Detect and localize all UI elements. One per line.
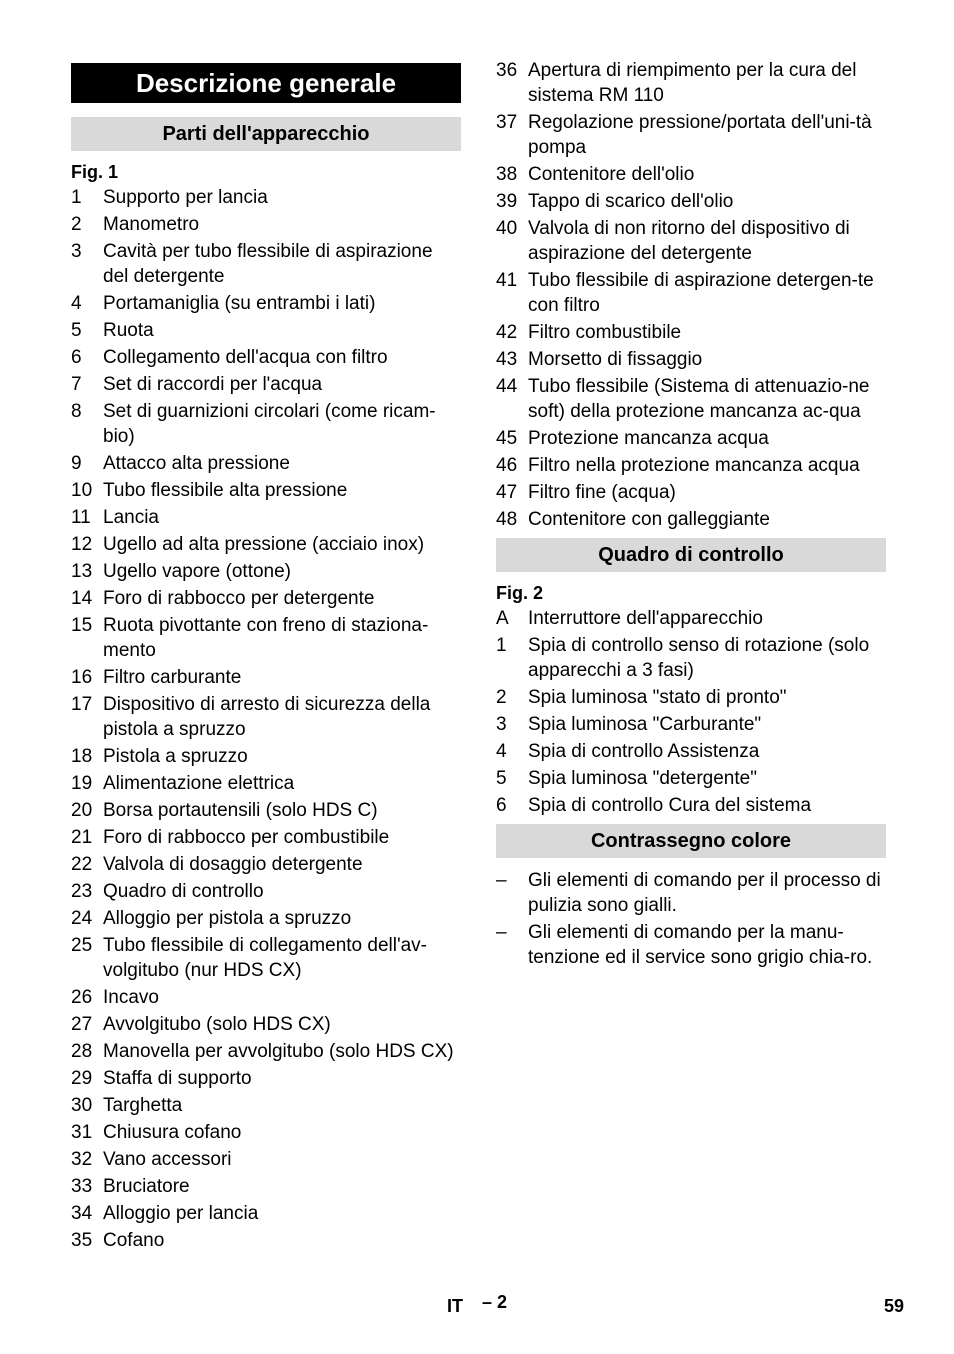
item-number: 45 <box>496 428 518 449</box>
item-text: Alimentazione elettrica <box>103 773 295 794</box>
item-text: Spia di controllo senso di rotazione (solo apparecchi a 3 fasi) <box>528 635 870 681</box>
item-number: – <box>496 922 507 943</box>
item-text: Dispositivo di arresto di sicurezza della pistola a spruzzo <box>103 694 431 740</box>
item-text: Filtro carburante <box>103 667 242 688</box>
item-number: 13 <box>71 561 93 582</box>
item-text: Foro di rabbocco per combustibile <box>103 827 390 848</box>
list-item <box>71 372 461 397</box>
item-text: Tubo flessibile (Sistema di attenuazio-ne soft) della protezione mancanza ac-qua <box>528 376 870 422</box>
list-item <box>71 798 461 823</box>
list-item <box>496 426 886 451</box>
list-item <box>71 185 461 210</box>
item-number: 34 <box>71 1203 93 1224</box>
list-item <box>71 1120 461 1145</box>
item-number: 21 <box>71 827 93 848</box>
item-number: – <box>496 870 507 891</box>
item-number: 37 <box>496 112 518 133</box>
section-heading-color: Contrassegno colore <box>496 824 886 858</box>
item-text: Portamaniglia (su entrambi i lati) <box>103 293 376 314</box>
list-item <box>496 189 886 214</box>
item-number: 6 <box>496 795 507 816</box>
list-item <box>496 633 886 683</box>
item-text: Ruota pivottante con freno di staziona-mento <box>103 615 429 661</box>
item-number: 32 <box>71 1149 93 1170</box>
list-item <box>71 906 461 931</box>
item-text: Targhetta <box>103 1095 183 1116</box>
item-number: 31 <box>71 1122 93 1143</box>
list-item <box>71 532 461 557</box>
item-number: 47 <box>496 482 518 503</box>
list-item <box>496 766 886 791</box>
list-item <box>71 345 461 370</box>
item-number: 29 <box>71 1068 93 1089</box>
footer-subpage: – 2 <box>482 1292 508 1312</box>
item-number: 35 <box>71 1230 93 1251</box>
list-item <box>71 586 461 611</box>
item-text: Gli elementi di comando per la manu-tenzione ed il service sono grigio chia-ro. <box>528 922 873 968</box>
item-number: 44 <box>496 376 518 397</box>
list-item <box>71 318 461 343</box>
item-text: Spia luminosa "Carburante" <box>528 714 762 735</box>
item-text: Lancia <box>103 507 159 528</box>
list-item <box>496 868 886 918</box>
item-text: Contenitore con galleggiante <box>528 509 770 530</box>
item-number: 2 <box>71 214 82 235</box>
item-number: 17 <box>71 694 93 715</box>
list-item <box>71 291 461 316</box>
item-text: Borsa portautensili (solo HDS C) <box>103 800 378 821</box>
item-number: 9 <box>71 453 82 474</box>
item-text: Cavità per tubo flessibile di aspirazione del detergente <box>103 241 433 287</box>
list-item <box>496 685 886 710</box>
fig-label-1: Fig. 1 <box>71 162 119 182</box>
item-text: Staffa di supporto <box>103 1068 252 1089</box>
list-item <box>71 478 461 503</box>
list-item <box>496 507 886 532</box>
list-item <box>496 110 886 160</box>
item-text: Apertura di riempimento per la cura del sistema RM 110 <box>528 60 857 106</box>
item-text: Avvolgitubo (solo HDS CX) <box>103 1014 331 1035</box>
list-item <box>71 559 461 584</box>
list-item <box>71 1012 461 1037</box>
item-text: Manometro <box>103 214 200 235</box>
item-number: 19 <box>71 773 93 794</box>
item-number: 43 <box>496 349 518 370</box>
item-text: Filtro combustibile <box>528 322 682 343</box>
page-title: Descrizione generale <box>71 63 461 103</box>
parts-list-left <box>71 185 461 1253</box>
item-text: Contenitore dell'olio <box>528 164 695 185</box>
list-item <box>496 712 886 737</box>
list-item <box>71 1066 461 1091</box>
item-number: 33 <box>71 1176 93 1197</box>
item-text: Ugello ad alta pressione (acciaio inox) <box>103 534 425 555</box>
item-text: Spia luminosa "stato di pronto" <box>528 687 787 708</box>
item-number: A <box>496 608 509 629</box>
list-item <box>71 665 461 690</box>
list-item <box>496 268 886 318</box>
item-number: 5 <box>71 320 82 341</box>
item-number: 40 <box>496 218 518 239</box>
list-item <box>71 1228 461 1253</box>
item-number: 46 <box>496 455 518 476</box>
item-text: Interruttore dell'apparecchio <box>528 608 763 629</box>
item-number: 3 <box>71 241 82 262</box>
item-number: 25 <box>71 935 93 956</box>
item-text: Bruciatore <box>103 1176 190 1197</box>
item-number: 30 <box>71 1095 93 1116</box>
list-item <box>496 216 886 266</box>
item-text: Regolazione pressione/portata dell'uni-tà pompa <box>528 112 872 158</box>
item-number: 10 <box>71 480 93 501</box>
item-number: 38 <box>496 164 518 185</box>
list-item <box>496 739 886 764</box>
item-number: 28 <box>71 1041 93 1062</box>
item-text: Alloggio per pistola a spruzzo <box>103 908 352 929</box>
list-item <box>496 58 886 108</box>
parts-list-right <box>496 58 886 532</box>
section-heading-parts: Parti dell'apparecchio <box>71 117 461 151</box>
footer-language: IT <box>447 1296 463 1316</box>
list-item <box>71 879 461 904</box>
item-number: 2 <box>496 687 507 708</box>
item-number: 14 <box>71 588 93 609</box>
list-item <box>71 933 461 983</box>
list-item <box>496 920 886 970</box>
item-text: Ugello vapore (ottone) <box>103 561 291 582</box>
item-text: Ruota <box>103 320 154 341</box>
item-text: Vano accessori <box>103 1149 232 1170</box>
item-text: Filtro nella protezione mancanza acqua <box>528 455 860 476</box>
list-item <box>496 374 886 424</box>
item-text: Supporto per lancia <box>103 187 268 208</box>
item-text: Spia luminosa "detergente" <box>528 768 757 789</box>
item-number: 5 <box>496 768 507 789</box>
item-number: 20 <box>71 800 93 821</box>
item-text: Manovella per avvolgitubo (solo HDS CX) <box>103 1041 454 1062</box>
item-number: 41 <box>496 270 518 291</box>
item-number: 1 <box>71 187 82 208</box>
section-heading-control: Quadro di controllo <box>496 538 886 572</box>
item-text: Set di raccordi per l'acqua <box>103 374 323 395</box>
list-item <box>71 505 461 530</box>
item-text: Valvola di dosaggio detergente <box>103 854 363 875</box>
item-number: 23 <box>71 881 93 902</box>
list-item <box>71 985 461 1010</box>
item-number: 1 <box>496 635 507 656</box>
item-number: 11 <box>71 507 91 528</box>
list-item <box>71 744 461 769</box>
item-number: 4 <box>496 741 507 762</box>
list-item <box>496 162 886 187</box>
item-text: Spia di controllo Assistenza <box>528 741 760 762</box>
item-number: 24 <box>71 908 93 929</box>
right-column <box>496 58 886 972</box>
list-item <box>71 399 461 449</box>
list-item <box>71 825 461 850</box>
control-list <box>496 606 886 818</box>
list-item <box>71 1201 461 1226</box>
item-number: 42 <box>496 322 518 343</box>
item-text: Valvola di non ritorno del dispositivo di aspirazione del detergente <box>528 218 850 264</box>
item-number: 4 <box>71 293 82 314</box>
list-item <box>71 692 461 742</box>
item-text: Pistola a spruzzo <box>103 746 248 767</box>
list-item <box>71 771 461 796</box>
item-text: Tubo flessibile di aspirazione detergen-te con filtro <box>528 270 874 316</box>
item-text: Spia di controllo Cura del sistema <box>528 795 812 816</box>
list-item <box>71 212 461 237</box>
item-text: Incavo <box>103 987 159 1008</box>
item-number: 3 <box>496 714 507 735</box>
item-text: Foro di rabbocco per detergente <box>103 588 375 609</box>
item-number: 18 <box>71 746 93 767</box>
item-text: Tubo flessibile di collegamento dell'av-volgitubo (nur HDS CX) <box>103 935 427 981</box>
item-text: Chiusura cofano <box>103 1122 242 1143</box>
item-number: 39 <box>496 191 518 212</box>
item-number: 8 <box>71 401 82 422</box>
color-list <box>496 868 886 970</box>
item-text: Filtro fine (acqua) <box>528 482 676 503</box>
item-text: Tubo flessibile alta pressione <box>103 480 348 501</box>
item-number: 16 <box>71 667 93 688</box>
list-item <box>71 1147 461 1172</box>
list-item <box>496 320 886 345</box>
item-number: 36 <box>496 60 518 81</box>
left-column <box>71 63 461 1255</box>
item-text: Alloggio per lancia <box>103 1203 259 1224</box>
item-text: Tappo di scarico dell'olio <box>528 191 734 212</box>
item-text: Gli elementi di comando per il processo di pulizia sono gialli. <box>528 870 881 916</box>
list-item <box>71 239 461 289</box>
item-number: 22 <box>71 854 93 875</box>
item-number: 26 <box>71 987 93 1008</box>
list-item <box>496 793 886 818</box>
list-item <box>496 347 886 372</box>
fig-label-2: Fig. 2 <box>496 583 544 603</box>
list-item <box>71 1039 461 1064</box>
item-number: 27 <box>71 1014 93 1035</box>
item-text: Set di guarnizioni circolari (come ricam-bio) <box>103 401 436 447</box>
list-item <box>71 613 461 663</box>
item-number: 48 <box>496 509 518 530</box>
item-text: Quadro di controllo <box>103 881 264 902</box>
item-text: Cofano <box>103 1230 165 1251</box>
item-number: 6 <box>71 347 82 368</box>
list-item <box>496 453 886 478</box>
item-number: 7 <box>71 374 82 395</box>
item-number: 15 <box>71 615 93 636</box>
list-item <box>71 852 461 877</box>
footer-page-number: 59 <box>884 1296 905 1316</box>
list-item <box>496 606 886 631</box>
list-item <box>496 480 886 505</box>
item-text: Morsetto di fissaggio <box>528 349 703 370</box>
item-text: Collegamento dell'acqua con filtro <box>103 347 388 368</box>
list-item <box>71 1093 461 1118</box>
list-item <box>71 1174 461 1199</box>
list-item <box>71 451 461 476</box>
item-number: 12 <box>71 534 93 555</box>
item-text: Protezione mancanza acqua <box>528 428 769 449</box>
item-text: Attacco alta pressione <box>103 453 290 474</box>
